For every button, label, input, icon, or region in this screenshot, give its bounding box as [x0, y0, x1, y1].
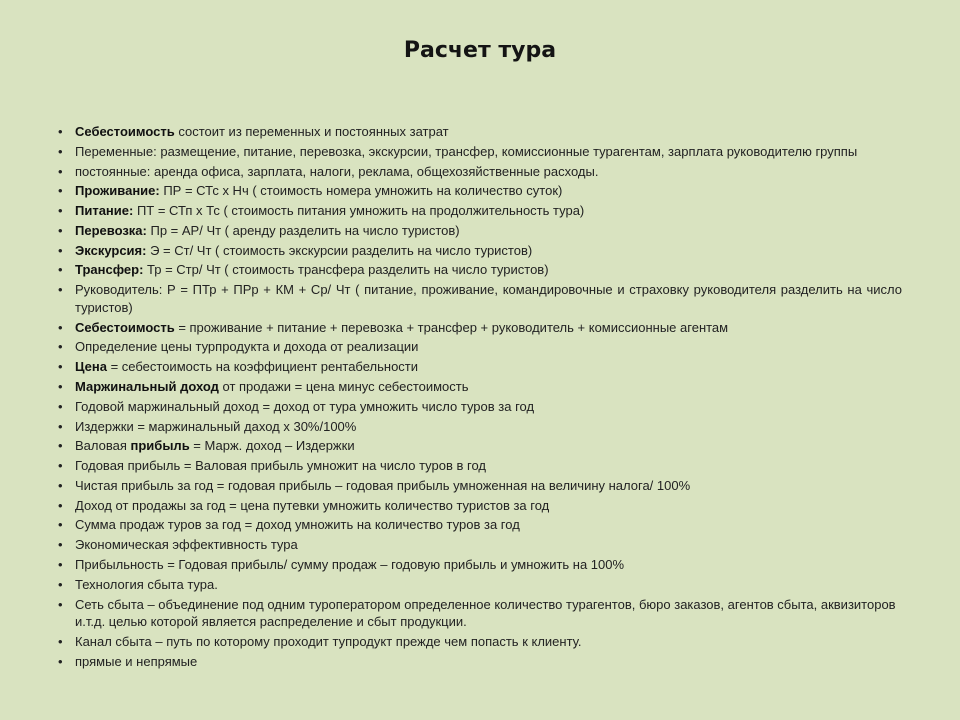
bullet-icon: •: [58, 557, 63, 572]
item-text: Пр = АР/ Чт ( аренду разделить на число туристов): [146, 222, 460, 238]
item-text: Сумма продаж туров за год = доход умножить на количество туров за год: [75, 517, 520, 533]
bullet-icon: •: [58, 378, 63, 394]
item-bold: Трансфер:: [75, 262, 144, 278]
item-text: состоит из переменных и постоянных затрат: [174, 124, 449, 139]
bullet-list: [58, 123, 902, 673]
list-item: [58, 261, 902, 279]
item-text: Годовая прибыль = Валовая прибыль умножит на число туров в год: [75, 458, 487, 474]
bullet-icon: •: [58, 339, 63, 355]
bullet-icon: •: [58, 183, 63, 199]
item-text: Определение цены турпродукта и дохода от реализации: [75, 339, 419, 355]
list-item: [58, 378, 902, 396]
list-item: [58, 222, 902, 240]
list-item: [58, 182, 902, 200]
list-item: [58, 633, 902, 651]
bullet-icon: •: [58, 242, 63, 258]
list-item: [58, 437, 902, 455]
item-bold: Перевозка:: [75, 222, 147, 238]
bullet-icon: •: [58, 143, 63, 159]
item-bold: Цена: [75, 359, 107, 375]
list-item: [58, 556, 902, 574]
bullet-icon: •: [58, 203, 63, 219]
item-text: Технология сбыта тура.: [75, 576, 218, 592]
item-text: = Марж. доход – Издержки: [189, 438, 355, 454]
list-item: [58, 319, 902, 337]
list-item: [58, 281, 902, 316]
list-item: [58, 536, 902, 554]
bullet-icon: •: [58, 398, 63, 414]
list-item: [58, 202, 902, 220]
item-text: = проживание + питание + перевозка + трансфер + руководитель + комиссионные агентам: [174, 319, 729, 335]
bullet-icon: •: [58, 282, 63, 298]
bullet-icon: •: [58, 477, 63, 493]
item-text: от продажи = цена минус себестоимость: [218, 378, 469, 394]
item-text: Прибыльность = Годовая прибыль/ сумму продаж – годовую прибыль и умножить на 100%: [75, 557, 625, 572]
list-item: [58, 242, 902, 260]
item-text: Канал сбыта – путь по которому проходит тупродукт прежде чем попасть к клиенту.: [75, 633, 582, 649]
item-text: Руководитель: Р = ПТр + ПРр + КМ + Ср/ Чт ( питание, проживание, командировочные и страховку руководителя разделить на число туристов): [75, 282, 902, 315]
bullet-icon: •: [58, 418, 63, 434]
list-item: [58, 596, 902, 631]
item-text: прямые и непрямые: [75, 653, 198, 669]
list-item: [58, 358, 902, 376]
bullet-icon: •: [58, 633, 63, 649]
list-item: [58, 338, 902, 356]
list-item: [58, 143, 902, 161]
bullet-icon: •: [58, 124, 63, 139]
item-text: Издержки = маржинальный даход х 30%/100%: [75, 418, 357, 434]
list-item: [58, 653, 902, 671]
item-text: Экономическая эффективность тура: [75, 537, 298, 553]
item-text: Чистая прибыль за год = годовая прибыль – годовая прибыль умноженная на величину налога/ 100%: [75, 477, 691, 493]
item-bold: прибыль: [130, 438, 190, 454]
bullet-icon: •: [58, 359, 63, 375]
list-item: [58, 163, 902, 181]
item-text: Переменные: размещение, питание, перевозка, экскурсии, трансфер, комиссионные турагентам, зарплата руководителю группы: [75, 143, 858, 159]
item-bold: Маржинальный доход: [75, 378, 219, 394]
bullet-icon: •: [58, 222, 63, 238]
list-item: [58, 418, 902, 436]
bullet-icon: •: [58, 517, 63, 533]
bullet-icon: •: [58, 497, 63, 513]
item-text: ПР = СТс х Нч ( стоимость номера умножить на количество суток): [159, 183, 563, 199]
item-bold: Себестоимость: [75, 124, 175, 139]
list-item: [58, 477, 902, 495]
item-text: постоянные: аренда офиса, зарплата, налоги, реклама, общехозяйственные расходы.: [75, 163, 599, 179]
item-bold: Экскурсия:: [75, 242, 147, 258]
item-pre: Валовая: [75, 438, 131, 454]
bullet-icon: •: [58, 653, 63, 669]
item-bold: Себестоимость: [75, 319, 175, 335]
bullet-icon: •: [58, 438, 63, 454]
list-item: [58, 516, 902, 534]
item-text: Доход от продажы за год = цена путевки умножить количество туристов за год: [75, 497, 550, 513]
bullet-icon: •: [58, 458, 63, 474]
list-item: [58, 398, 902, 416]
item-text: Э = Ст/ Чт ( стоимость экскурсии разделить на число туристов): [146, 242, 533, 258]
bullet-icon: •: [58, 596, 63, 612]
list-item: [58, 123, 902, 141]
list-item: [58, 576, 902, 594]
item-text: Тр = Стр/ Чт ( стоимость трансфера разделить на число туристов): [143, 262, 549, 278]
slide-title: Расчет тура: [403, 38, 557, 63]
item-bold: Проживание:: [75, 183, 160, 199]
item-text: = себестоимость на коэффициент рентабельности: [106, 359, 419, 375]
item-text: Сеть сбыта – объединение под одним туроператором определенное количество турагентов, бюро заказов, агентов сбыта, аквизиторов и.т.д. целью которой является распределение и сбыт продукции.: [75, 596, 896, 630]
item-text: Годовой маржинальный доход = доход от тура умножить число туров за год: [75, 398, 535, 414]
bullet-icon: •: [58, 163, 63, 179]
list-item: [58, 457, 902, 475]
item-bold: Питание:: [75, 203, 134, 219]
list-item: [58, 497, 902, 515]
bullet-icon: •: [58, 319, 63, 335]
item-text: ПТ = СТп х Тс ( стоимость питания умножить на продолжительность тура): [133, 203, 585, 219]
bullet-icon: •: [58, 537, 63, 553]
bullet-icon: •: [58, 576, 63, 592]
bullet-icon: •: [58, 262, 63, 278]
